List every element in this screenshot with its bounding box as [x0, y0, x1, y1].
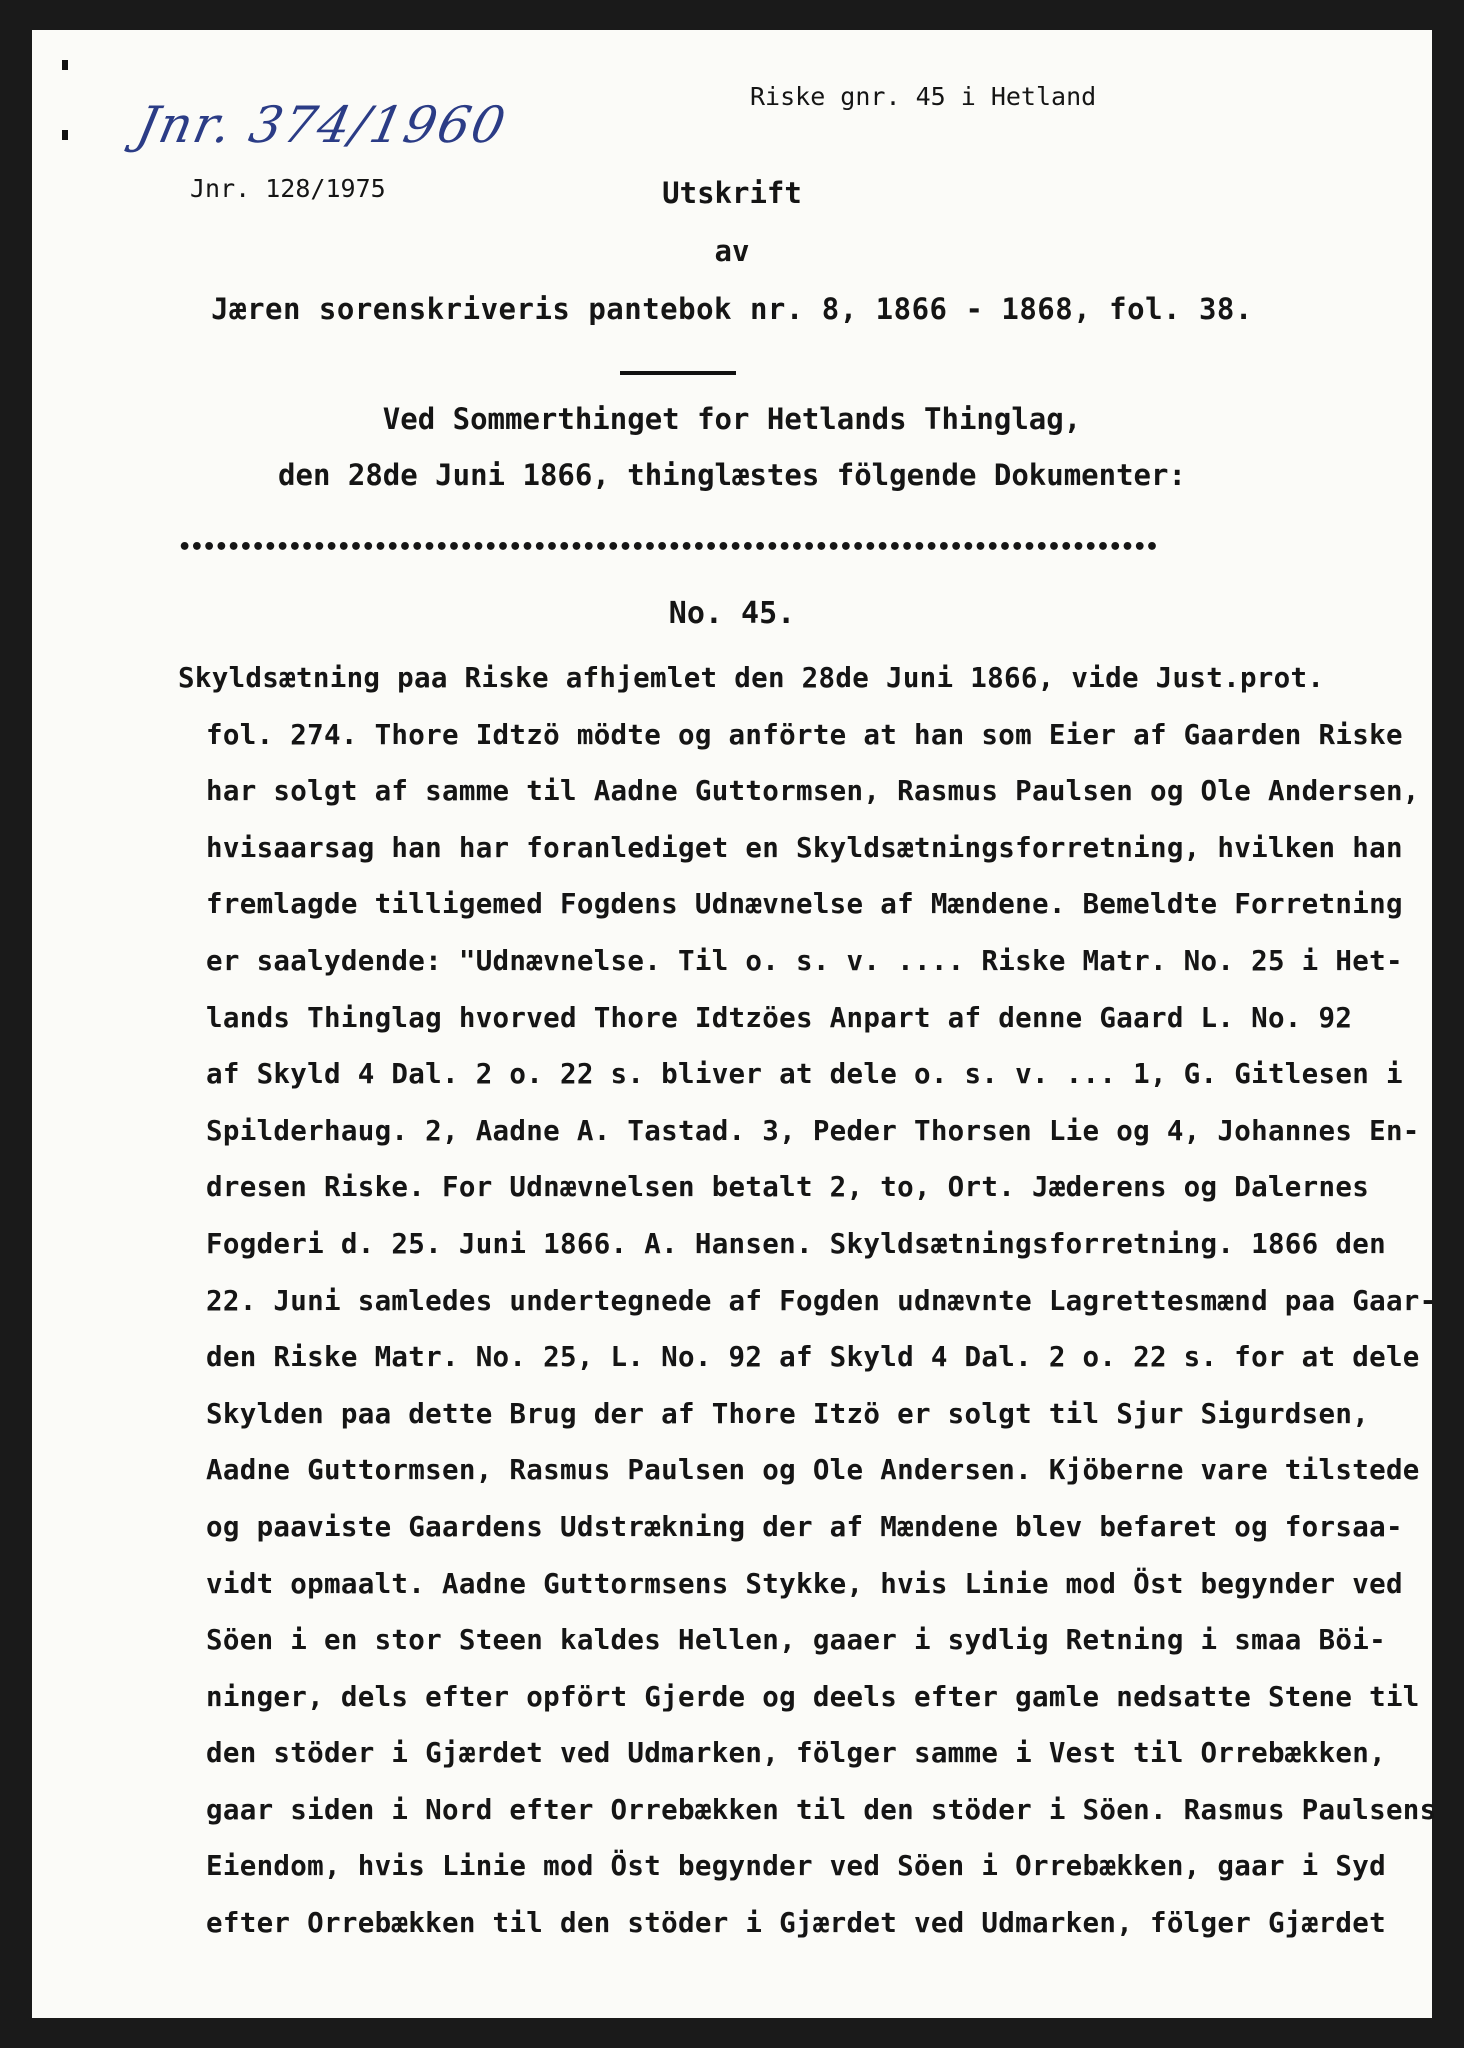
body-line: dresen Riske. For Udnævnelsen betalt 2, to, Ort. Jæderens og Dalernes [206, 1171, 1370, 1204]
document-page [32, 30, 1437, 2018]
title-divider [620, 371, 736, 375]
body-line: Spilderhaug. 2, Aadne A. Tastad. 3, Peder Thorsen Lie og 4, Johannes En- [206, 1114, 1420, 1147]
body-line: er saalydende: "Udnævnelse. Til o. s. v. .... Riske Matr. No. 25 i Het- [206, 944, 1403, 977]
body-line: af Skyld 4 Dal. 2 o. 22 s. bliver at dele o. s. v. ... 1, G. Gitlesen i [206, 1058, 1403, 1091]
body-line: og paaviste Gaardens Udstrækning der af Mændene blev befaret og forsaa- [206, 1510, 1403, 1543]
body-line: Eiendom, hvis Linie mod Öst begynder ved Söen i Orrebækken, gaar i Syd [206, 1850, 1386, 1883]
handwritten-reference: Jnr. 374/1960 [131, 96, 513, 154]
document-number: No. 45. [668, 596, 796, 631]
body-line: Fogderi d. 25. Juni 1866. A. Hansen. Skyldsætningsforretning. 1866 den [206, 1227, 1386, 1260]
body-line: den stöder i Gjærdet ved Udmarken, fölger samme i Vest til Orrebækken, [206, 1737, 1386, 1770]
body-line: lands Thinglag hvorved Thore Idtzöes Anpart af denne Gaard L. No. 92 [206, 1001, 1353, 1034]
body-line: efter Orrebækken til den stöder i Gjærdet ved Udmarken, fölger Gjærdet [206, 1907, 1386, 1940]
body-line: Skylden paa dette Brug der af Thore Itzö er solgt til Sjur Sigurdsen, [206, 1397, 1370, 1430]
journal-number: Jnr. 128/1975 [190, 174, 386, 203]
session-line-2: den 28de Juni 1866, thinglæstes fölgende Dokumenter: [278, 458, 1186, 492]
title-source: Jæren sorenskriveris pantebok nr. 8, 1866 - 1868, fol. 38. [211, 292, 1253, 326]
body-line: Skyldsætning paa Riske afhjemlet den 28de Juni 1866, vide Just.prot. [178, 662, 1325, 694]
margin-mark [62, 130, 68, 140]
dotted-separator: •••••••••••••••••••••••••••••••••••••••••••••••••••••••••••••••••••••••••••••••• [178, 535, 1158, 560]
session-line-1: Ved Sommerthinget for Hetlands Thinglag, [382, 402, 1082, 436]
body-line: gaar siden i Nord efter Orrebækken til den stöder i Söen. Rasmus Paulsens [206, 1793, 1437, 1826]
title-utskrift: Utskrift [662, 176, 802, 210]
body-line: fol. 274. Thore Idtzö mödte og anförte at han som Eier af Gaarden Riske [206, 718, 1403, 751]
body-line: 22. Juni samledes undertegnede af Fogden udnævnte Lagrettesmænd paa Gaar- [206, 1284, 1437, 1317]
title-av: av [714, 234, 750, 268]
body-line: Söen i en stor Steen kaldes Hellen, gaaer i sydlig Retning i smaa Böi- [206, 1624, 1386, 1657]
body-line: den Riske Matr. No. 25, L. No. 92 af Skyld 4 Dal. 2 o. 22 s. for at dele [206, 1341, 1420, 1374]
body-line: har solgt af samme til Aadne Guttormsen, Rasmus Paulsen og Ole Andersen, [206, 775, 1420, 808]
body-line: Aadne Guttormsen, Rasmus Paulsen og Ole Andersen. Kjöberne vare tilstede [206, 1454, 1420, 1487]
margin-mark [62, 60, 68, 70]
body-line: vidt opmaalt. Aadne Guttormsens Stykke, hvis Linie mod Öst begynder ved [206, 1567, 1403, 1600]
body-line: fremlagde tilligemed Fogdens Udnævnelse af Mændene. Bemeldte Forretning [206, 888, 1403, 921]
body-line: hvisaarsag han har foranlediget en Skyldsætningsforretning, hvilken han [206, 831, 1403, 864]
document-body [178, 650, 1437, 1952]
body-line: ninger, dels efter opfört Gjerde og deels efter gamle nedsatte Stene til [206, 1680, 1420, 1713]
property-reference: Riske gnr. 45 i Hetland [750, 82, 1097, 111]
